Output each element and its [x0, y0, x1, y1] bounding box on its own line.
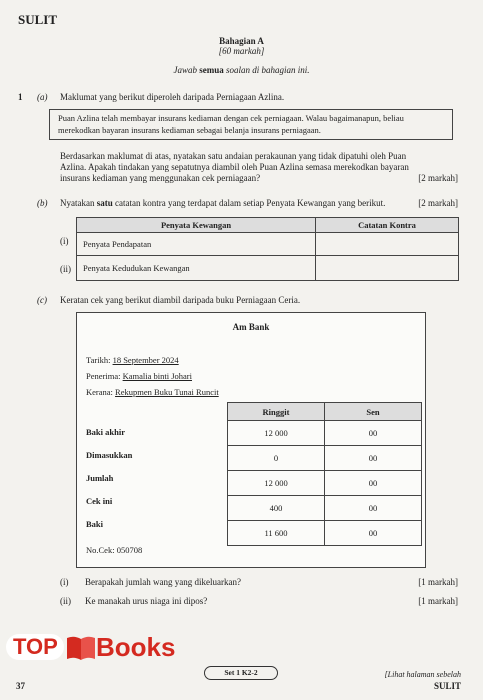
logo-top-text: TOP	[13, 634, 58, 659]
cheque-purpose: Kerana: Rekupmen Buku Tunai Runcit	[86, 387, 219, 397]
row-num-ii: (ii)	[60, 264, 71, 274]
info-box: Puan Azlina telah membayar insurans kediaman dengan cek perniagaan. Walau bagaimanapun, beliau merekodkan bayaran insurans kediaman sebagai belanja insurans perniagaan.	[49, 109, 453, 140]
answer-cell[interactable]	[316, 256, 459, 281]
table-row	[228, 471, 422, 496]
ringgit-cell: 12 000	[228, 421, 325, 446]
table-row	[228, 521, 422, 546]
set-badge: Set 1 K2-2	[204, 666, 278, 680]
statement-cell: Penyata Kedudukan Kewangan	[77, 256, 316, 281]
col-header-ringgit: Ringgit	[228, 403, 325, 421]
sen-cell: 00	[325, 521, 422, 546]
table-row	[77, 256, 459, 281]
bank-name: Am Bank	[232, 322, 270, 332]
statement-cell: Penyata Pendapatan	[77, 233, 316, 256]
subq-marks-ii: [1 markah]	[418, 596, 458, 606]
row-label: Cek ini	[86, 496, 113, 506]
part-b-question: Nyatakan satu catatan kontra yang terdapat dalam setiap Penyata Kewangan yang berikut.	[60, 198, 386, 208]
cheque-stub	[76, 312, 426, 568]
ringgit-cell: 400	[228, 496, 325, 521]
part-b-marks: [2 markah]	[418, 198, 458, 208]
part-a-question: Berdasarkan maklumat di atas, nyatakan satu andaian perakaunan yang tidak dipatuhi oleh Puan Azlina. Apakah tindakan yang sepatutnya diambil oleh Puan Azlina semasa merekodkan bayaran insurans kediaman yang menggunakan cek perniagaan?	[60, 151, 409, 183]
ringgit-cell: 11 600	[228, 521, 325, 546]
part-a-intro: Maklumat yang berikut diperoleh daripada Perniagaan Azlina.	[60, 92, 285, 102]
ringgit-cell: 0	[228, 446, 325, 471]
header-sulit: SULIT	[18, 12, 58, 27]
subq-marks-i: [1 markah]	[418, 577, 458, 587]
cheque-payee: Penerima: Kamalia binti Johari	[86, 371, 192, 381]
section-instruction: Jawab semua soalan di bahagian ini.	[173, 65, 310, 75]
row-label: Jumlah	[86, 473, 114, 483]
logo-books-text: Books	[96, 632, 176, 662]
footer-sulit: SULIT	[433, 681, 461, 691]
section-marks: [60 markah]	[218, 46, 265, 56]
stub-amount-table	[227, 402, 422, 546]
part-a-label: (a)	[37, 92, 48, 102]
cheque-number: No.Cek: 050708	[86, 545, 143, 555]
ringgit-cell: 12 000	[228, 471, 325, 496]
col-header-contra: Catatan Kontra	[316, 218, 459, 233]
paper-code: 37	[16, 681, 25, 691]
answer-cell[interactable]	[316, 233, 459, 256]
row-label: Baki	[86, 519, 104, 529]
subq-text-i: Berapakah jumlah wang yang dikeluarkan?	[85, 577, 241, 587]
contra-table	[76, 217, 459, 281]
col-header-statement: Penyata Kewangan	[77, 218, 316, 233]
topbooks-logo	[6, 622, 196, 674]
subq-text-ii: Ke manakah urus niaga ini dipos?	[85, 596, 208, 606]
row-label: Dimasukkan	[86, 450, 133, 460]
section-title: Bahagian A	[219, 36, 264, 46]
part-a-marks: [2 markah]	[418, 173, 458, 183]
sen-cell: 00	[325, 421, 422, 446]
row-label: Baki akhir	[86, 427, 125, 437]
cheque-date: Tarikh: 18 September 2024	[86, 355, 179, 365]
sen-cell: 00	[325, 446, 422, 471]
table-row	[228, 421, 422, 446]
next-page-note: [Lihat halaman sebelah	[384, 670, 461, 679]
part-b-label: (b)	[37, 198, 48, 208]
sen-cell: 00	[325, 471, 422, 496]
book-icon	[64, 630, 98, 664]
question-number: 1	[18, 92, 23, 102]
table-row	[77, 233, 459, 256]
part-c-intro: Keratan cek yang berikut diambil daripada buku Perniagaan Ceria.	[60, 295, 301, 305]
part-c-label: (c)	[37, 295, 47, 305]
subq-num-ii: (ii)	[60, 596, 71, 606]
table-row	[228, 446, 422, 471]
row-num-i: (i)	[60, 236, 69, 246]
subq-num-i: (i)	[60, 577, 69, 587]
col-header-sen: Sen	[325, 403, 422, 421]
sen-cell: 00	[325, 496, 422, 521]
table-row	[228, 496, 422, 521]
